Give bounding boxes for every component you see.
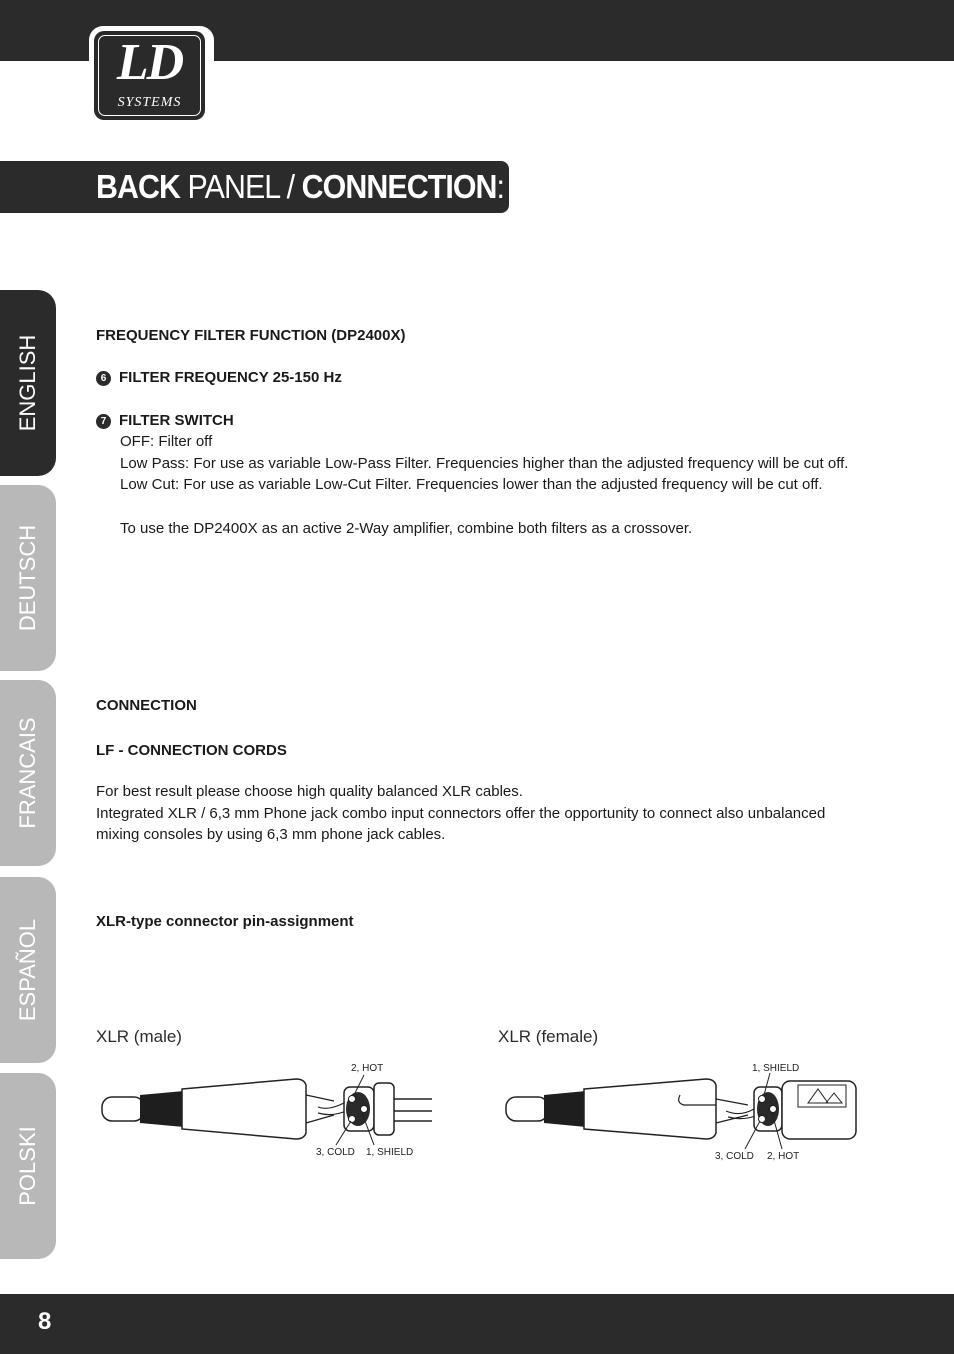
- tab-francais[interactable]: [0, 680, 56, 866]
- tab-label: POLSKI: [15, 1126, 40, 1206]
- female-pin-shield: 1, SHIELD: [752, 1063, 800, 1074]
- tab-label: FRANCAIS: [15, 717, 40, 829]
- text-line: Integrated XLR / 6,3 mm Phone jack combo input connectors offer the opportunity to connect also unbalanced: [96, 804, 826, 822]
- page-title: BACK PANEL / CONNECTION:: [96, 168, 505, 205]
- number-badge-6: 6: [96, 371, 111, 386]
- brand-logo: [89, 26, 214, 126]
- text-note: To use the DP2400X as an active 2-Way amplifier, combine both filters as a crossover.: [120, 520, 693, 537]
- subheading-connection-cords: LF - CONNECTION CORDS: [96, 742, 287, 759]
- text-line: Low Cut: For use as variable Low-Cut Filter. Frequencies lower than the adjusted frequency will be cut off.: [120, 476, 823, 493]
- subheading-xlr-pin-assignment: XLR-type connector pin-assignment: [96, 913, 354, 930]
- text-line: mixing consoles by using 6,3 mm phone jack cables.: [96, 826, 446, 843]
- male-pin-cold: 3, COLD: [316, 1147, 355, 1158]
- item-title-filter-switch: FILTER SWITCH: [119, 412, 234, 429]
- tab-deutsch[interactable]: [0, 485, 56, 671]
- section-heading-filter: FREQUENCY FILTER FUNCTION (DP2400X): [96, 327, 406, 344]
- tab-label: ESPAÑOL: [15, 918, 40, 1022]
- footer-bar: [0, 1294, 954, 1354]
- tab-polski[interactable]: [0, 1073, 56, 1259]
- item-title-filter-frequency: FILTER FREQUENCY 25-150 Hz: [119, 369, 342, 386]
- tab-english[interactable]: [0, 290, 56, 476]
- section-heading-connection: CONNECTION: [96, 697, 197, 714]
- xlr-male-diagram: [96, 1055, 446, 1165]
- text-line: For best result please choose high quality balanced XLR cables.: [96, 783, 523, 800]
- page-number: 8: [38, 1308, 52, 1335]
- female-pin-hot: 2, HOT: [767, 1151, 800, 1162]
- tab-label: ENGLISH: [15, 334, 40, 432]
- female-pin-cold: 3, COLD: [715, 1151, 754, 1162]
- xlr-female-label: XLR (female): [498, 1027, 599, 1046]
- text-line: Low Pass: For use as variable Low-Pass Filter. Frequencies higher than the adjusted frequency will be cut off.: [120, 454, 849, 472]
- logo-text: LD: [116, 34, 183, 91]
- xlr-male-label: XLR (male): [96, 1027, 182, 1046]
- male-pin-shield: 1, SHIELD: [366, 1147, 414, 1158]
- tab-espanol[interactable]: [0, 877, 56, 1063]
- tab-label: DEUTSCH: [15, 524, 40, 632]
- xlr-female-diagram: [500, 1055, 870, 1165]
- number-badge-7: 7: [96, 414, 111, 429]
- logo-subtext: SYSTEMS: [117, 95, 182, 110]
- male-pin-hot: 2, HOT: [351, 1063, 384, 1074]
- text-line: OFF: Filter off: [120, 433, 213, 450]
